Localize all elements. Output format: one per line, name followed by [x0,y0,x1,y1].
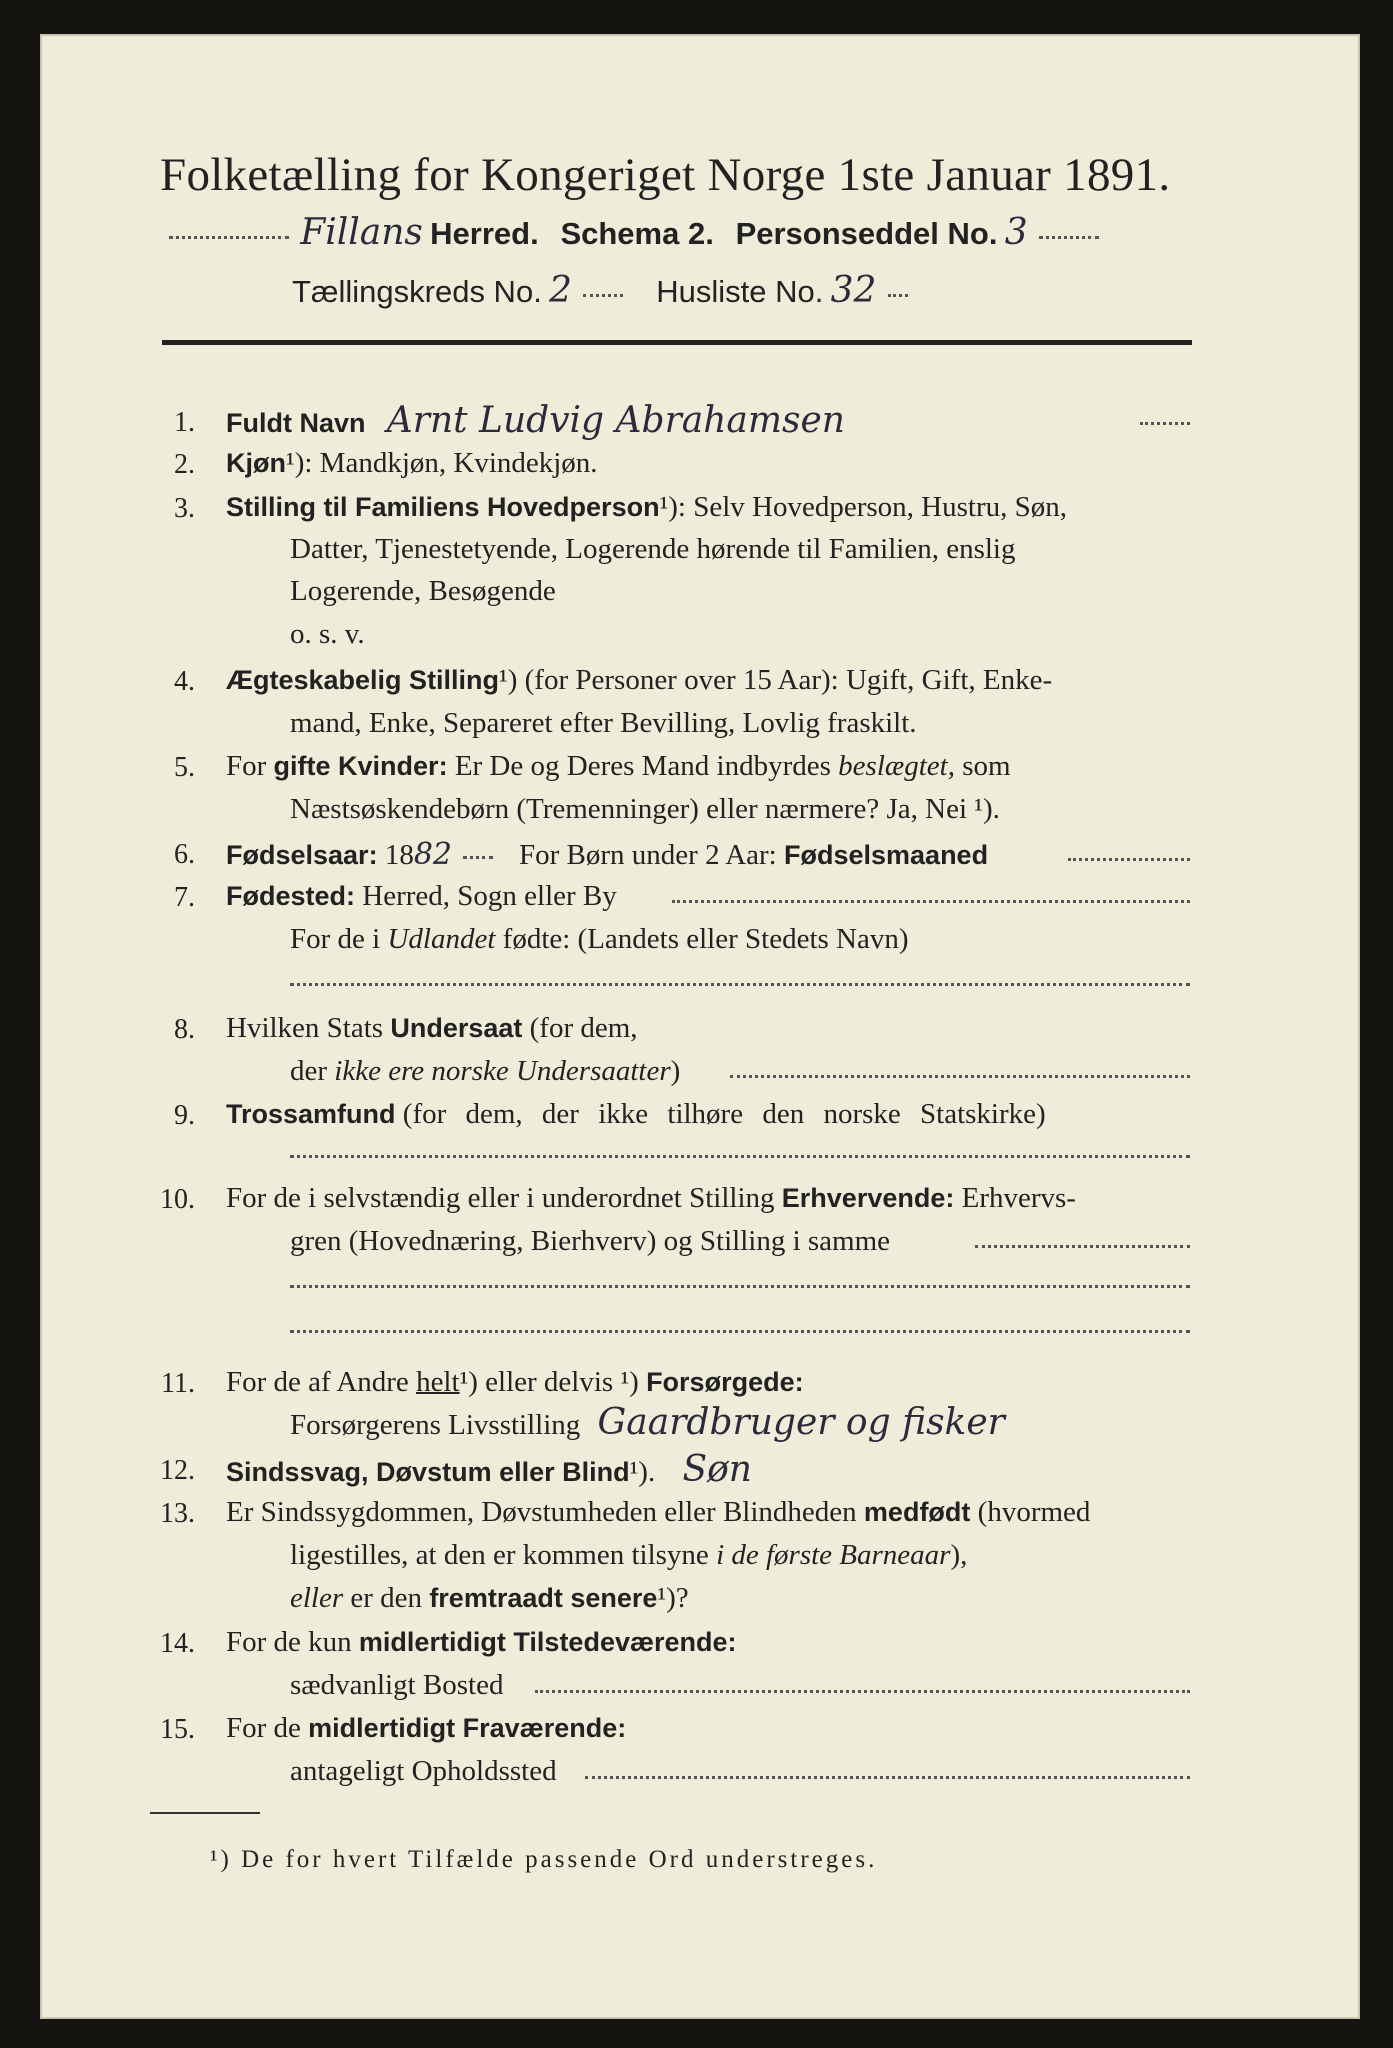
herred-label: Herred. [430,216,539,251]
item-label: Fuldt Navn [226,408,366,438]
name-answer: Arnt Ludvig Abrahamsen [386,400,845,441]
item-label: Fødested: [226,881,356,911]
herred-line [165,212,1103,253]
item-number: 10. [160,1184,195,1215]
item-3-stilling [226,491,1067,524]
item-label: midlertidigt Tilstedeværende: [358,1627,737,1657]
item-text-line: Logerende, Besøgende [290,575,556,607]
item-text: For de kun [226,1626,352,1658]
item-text: (hvormed [977,1496,1091,1528]
personseddel-no: 3 [1004,212,1028,253]
schema-label: Schema 2. [560,216,714,251]
underlined-choice: helt [416,1366,460,1398]
item-text: For [226,750,267,782]
item-label: Trossamfund [226,1099,396,1129]
item-text: som [962,750,1011,782]
item-1-fuldt-navn [226,400,845,441]
item-italic: Udlandet [387,923,496,955]
item-13-medfodt [226,1496,1090,1529]
dotted-leader [1039,236,1099,239]
item-text-line [290,1402,1005,1443]
relation-answer: Søn [682,1449,752,1490]
item-label: medfødt [863,1497,971,1527]
husliste-label: Husliste No. [656,274,824,309]
dotted-leader [585,1776,1190,1779]
item-italic: i de første Barneaar [716,1539,951,1571]
dotted-leader [535,1690,1190,1693]
item-number: 11. [161,1368,195,1399]
item-text-line: o. s. v. [290,618,365,650]
dotted-leader [1068,858,1190,861]
answer-dotted-line [290,1155,1190,1158]
item-12-sindssvag [226,1449,752,1490]
taellingskreds-line [292,270,912,311]
item-text: (for dem, [529,1012,638,1044]
taellingskreds-label: Tællingskreds No. [292,274,542,309]
item-label: Ægteskabelig Stilling [226,665,500,695]
item-text: For de [226,1712,301,1744]
item-text: Er De og Deres Mand indbyrdes [454,750,831,782]
item-text: er den [350,1582,423,1614]
footnote-rule [150,1812,260,1814]
item-text: Erhvervs- [961,1182,1076,1214]
item-label: midlertidigt Fraværende: [308,1713,627,1743]
answer-dotted-line [290,1285,1190,1288]
item-text-line: gren (Hovednæring, Bierhverv) og Stilling i samme [290,1225,891,1257]
item-label: Fødselsaar: [226,840,378,870]
taellingskreds-no: 2 [549,270,572,311]
item-text: For Børn under 2 Aar: [519,839,777,871]
item-number: 3. [174,493,195,524]
husliste-no: 32 [830,270,877,311]
item-number: 14. [160,1628,195,1659]
item-number: 13. [160,1498,195,1529]
item-label: Kjøn [226,448,286,478]
birth-year-answer: 82 [413,837,452,872]
item-7-fodested [226,880,617,913]
item-text: ¹). [629,1456,656,1488]
item-label: gifte Kvinder: [273,751,448,781]
item-text: der [290,1055,328,1087]
item-label: Stilling til Familiens Hovedperson [226,492,660,522]
item-text-line: antageligt Opholdssted [290,1755,557,1787]
item-text: ), [950,1539,968,1571]
item-number: 4. [174,666,195,697]
dotted-leader [463,856,493,859]
item-number: 12. [160,1455,195,1486]
answer-dotted-line [290,983,1190,986]
item-15-fravaerende [226,1712,626,1745]
item-number: 7. [174,882,195,913]
dotted-leader [1140,422,1190,425]
item-label: Forsørgede: [646,1367,804,1397]
item-14-tilstedevaerende [226,1626,737,1659]
item-label: Undersaat [390,1013,523,1043]
item-text-line: Datter, Tjenestetyende, Logerende hørende til Familien, enslig [290,533,1016,565]
item-label: Erhvervende: [781,1183,955,1213]
provider-occupation-answer: Gaardbruger og fisker [597,1402,1005,1443]
item-number: 9. [174,1100,195,1131]
item-number: 6. [174,839,195,870]
item-number: 5. [174,752,195,783]
item-10-erhverv [226,1182,1076,1215]
item-italic: beslægtet, [838,750,955,782]
item-2-kjon [226,447,598,480]
item-11-forsorgede [226,1366,804,1399]
item-4-aegteskab [226,664,1052,697]
item-text: For de i selvstændig eller i underordnet Stilling [226,1182,775,1214]
item-text-line: Næstsøskendebørn (Tremenninger) eller nærmere? Ja, Nei ¹). [290,793,1000,825]
item-text: ¹)? [657,1582,689,1614]
personseddel-label: Personseddel No. [735,216,998,251]
item-number: 8. [174,1014,195,1045]
footnote: ¹) De for hvert Tilfælde passende Ord understreges. [210,1846,878,1873]
item-italic: eller [290,1582,344,1614]
item-number: 15. [160,1714,195,1745]
item-text-line: sædvanligt Bosted [290,1669,504,1701]
answer-dotted-line [290,1330,1190,1333]
item-number: 2. [174,449,195,480]
item-text: ¹): Mandkjøn, Kvindekjøn. [286,447,598,479]
item-label: Fødselsmaaned [784,840,989,870]
item-text-line [290,923,909,956]
item-text-line [290,1539,967,1572]
item-6-fodselsaar [226,837,988,872]
item-5-gifte-kvinder [226,750,1011,783]
dotted-leader [730,1075,1190,1078]
item-text: Forsørgerens Livsstilling [290,1409,581,1441]
item-text: For de i [290,923,381,955]
item-text-line [290,1582,689,1615]
item-text: (for dem, der ikke tilhøre den norske Statskirke) [402,1098,1046,1130]
item-text: ligestilles, at den er kommen tilsyne [290,1539,709,1571]
item-text: Hvilken Stats [226,1012,384,1044]
herred-handwritten: Fillans [300,212,423,253]
dotted-leader [888,294,908,297]
item-9-trossamfund [226,1098,1046,1131]
item-text: 18 [384,839,414,871]
dotted-leader [583,294,623,297]
item-text-line: mand, Enke, Separeret efter Bevilling, Lovlig fraskilt. [290,707,917,739]
item-italic: ikke ere norske Undersaatter [334,1055,671,1087]
header-rule [162,340,1192,345]
item-text: Herred, Sogn eller By [362,880,617,912]
item-text: ¹): Selv Hovedperson, Hustru, Søn, [659,491,1067,523]
item-text: fødte: (Landets eller Stedets Navn) [502,923,909,955]
item-text: Er Sindssygdommen, Døvstumheden eller Blindheden [226,1496,857,1528]
item-label: Sindssvag, Døvstum eller Blind [226,1457,630,1487]
dotted-leader [169,236,289,239]
item-text: For de af Andre [226,1366,409,1398]
form-title: Folketælling for Kongeriget Norge 1ste Januar 1891. [160,149,1171,201]
item-text-line: der ikke ere norske Undersaatter) [290,1055,681,1087]
item-label: fremtraadt senere [429,1583,658,1613]
item-number: 1. [174,407,195,438]
dotted-leader [672,900,1190,903]
item-text: ¹) eller delvis ¹) [459,1366,639,1398]
item-text: ¹) (for Personer over 15 Aar): Ugift, Gift, Enke- [499,664,1053,696]
item-8-undersaat [226,1012,638,1045]
dotted-leader [975,1245,1190,1248]
